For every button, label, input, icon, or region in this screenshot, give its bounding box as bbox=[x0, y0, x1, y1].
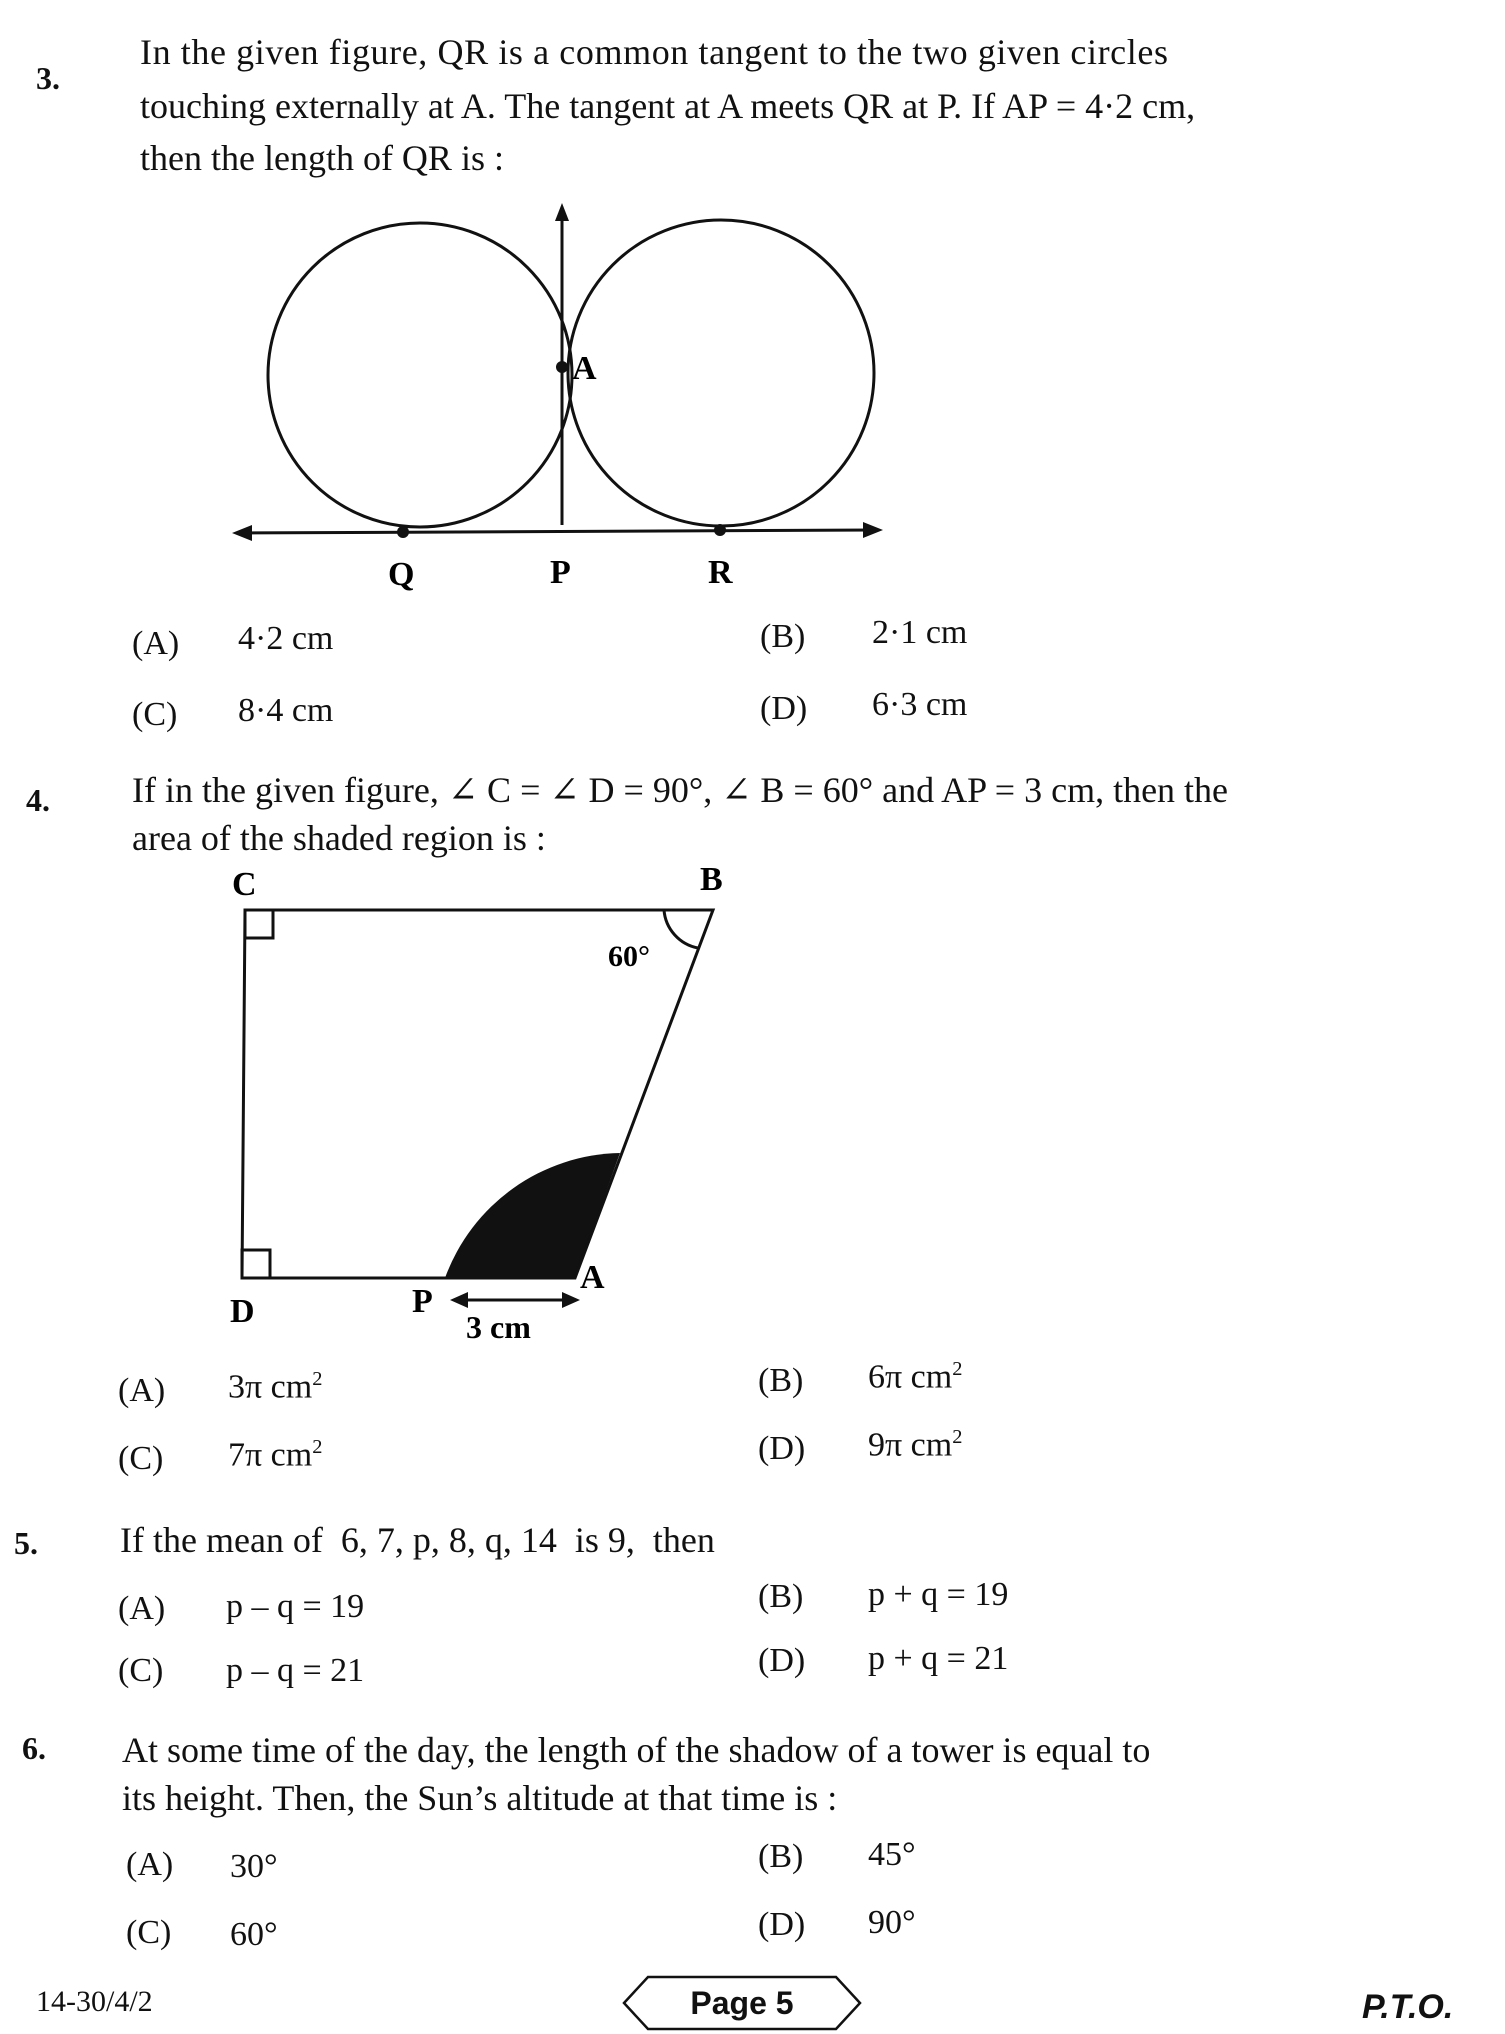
dimension-arrow-left bbox=[450, 1292, 468, 1308]
q5-option-c-letter: (C) bbox=[118, 1652, 164, 1689]
q3-option-b-value: 2·1 cm bbox=[872, 614, 968, 651]
right-circle bbox=[568, 220, 874, 526]
question-3-line-1: In the given figure, QR is a common tangent to the two given circles bbox=[140, 32, 1169, 72]
question-3-line-3: then the length of QR is : bbox=[140, 138, 504, 178]
label-d: D bbox=[230, 1293, 255, 1330]
q3-option-c-letter: (C) bbox=[132, 696, 178, 733]
q6-option-a-letter: (A) bbox=[126, 1846, 174, 1883]
pto-label: P.T.O. bbox=[1362, 1988, 1454, 2026]
q3-option-d-letter: (D) bbox=[760, 690, 808, 727]
angle-arc-b bbox=[664, 910, 698, 948]
q6-option-d-value: 90° bbox=[868, 1904, 916, 1941]
label-p: P bbox=[412, 1283, 433, 1320]
question-4-line-1: If in the given figure, ∠ C = ∠ D = 90°, ∠ B = 60° and AP = 3 cm, then the bbox=[132, 770, 1229, 810]
page-number-badge bbox=[622, 1975, 862, 2031]
question-3-line-2: touching externally at A. The tangent at A meets QR at P. If AP = 4·2 cm, bbox=[140, 86, 1196, 126]
trapezium-figure bbox=[200, 860, 760, 1350]
q5-option-b-letter: (B) bbox=[758, 1578, 804, 1615]
point-q bbox=[397, 526, 409, 538]
question-4-number: 4. bbox=[26, 782, 50, 818]
q3-option-b-letter: (B) bbox=[760, 618, 806, 655]
q6-option-c-value: 60° bbox=[230, 1916, 278, 1953]
label-a: A bbox=[580, 1259, 605, 1296]
question-6-number: 6. bbox=[22, 1730, 46, 1766]
tangent-arrowhead bbox=[555, 203, 569, 221]
page-number-text: Page 5 bbox=[690, 1985, 794, 2021]
q6-option-c-letter: (C) bbox=[126, 1914, 172, 1951]
label-3-cm: 3 cm bbox=[466, 1309, 531, 1345]
q6-option-b-letter: (B) bbox=[758, 1838, 804, 1875]
right-arrowhead bbox=[863, 522, 883, 538]
label-b: B bbox=[700, 861, 723, 898]
dimension-arrow-right bbox=[562, 1292, 580, 1308]
label-q: Q bbox=[388, 556, 415, 593]
q4-option-d-value: 9π $cm^2$ bbox=[868, 1426, 963, 1464]
q6-option-d-letter: (D) bbox=[758, 1906, 806, 1943]
q5-option-a-letter: (A) bbox=[118, 1590, 166, 1627]
q6-option-b-value: 45° bbox=[868, 1836, 916, 1873]
label-a: A bbox=[572, 350, 597, 387]
point-a bbox=[556, 361, 568, 373]
question-6-line-2: its height. Then, the Sun’s altitude at that time is : bbox=[122, 1778, 838, 1818]
question-4-line-2: area of the shaded region is : bbox=[132, 818, 546, 858]
label-angle-60: 60° bbox=[608, 940, 650, 973]
left-circle bbox=[268, 223, 572, 527]
common-tangent-qr bbox=[240, 530, 875, 533]
q4-option-c-value: 7π $cm^2$ bbox=[228, 1436, 323, 1474]
question-5-line-1: If the mean of 6, 7, p, 8, q, 14 is 9, then bbox=[120, 1520, 715, 1560]
question-6-line-1: At some time of the day, the length of the shadow of a tower is equal to bbox=[122, 1730, 1151, 1770]
question-5-number: 5. bbox=[14, 1525, 38, 1561]
question-3-number: 3. bbox=[36, 60, 60, 96]
q3-option-d-value: 6·3 cm bbox=[872, 686, 968, 723]
q5-option-d-value: p + q = 21 bbox=[868, 1640, 1009, 1677]
point-r bbox=[714, 524, 726, 536]
q4-option-a-letter: (A) bbox=[118, 1372, 166, 1409]
q4-option-a-value: 3π $cm^2$ bbox=[228, 1368, 323, 1406]
label-r: R bbox=[708, 554, 733, 591]
q5-option-c-value: p – q = 21 bbox=[226, 1652, 365, 1689]
two-circles-figure bbox=[220, 195, 900, 605]
right-angle-c bbox=[245, 910, 273, 938]
right-angle-d bbox=[242, 1250, 270, 1278]
q3-option-c-value: 8·4 cm bbox=[238, 692, 334, 729]
q4-option-b-letter: (B) bbox=[758, 1362, 804, 1399]
q5-option-b-value: p + q = 19 bbox=[868, 1576, 1009, 1613]
paper-code: 14-30/4/2 bbox=[36, 1985, 153, 2018]
left-arrowhead bbox=[232, 525, 252, 541]
q3-option-a-letter: (A) bbox=[132, 625, 180, 662]
label-p: P bbox=[550, 554, 571, 591]
q4-option-b-value: 6π $cm^2$ bbox=[868, 1358, 963, 1396]
q6-option-a-value: 30° bbox=[230, 1848, 278, 1885]
q4-option-c-letter: (C) bbox=[118, 1440, 164, 1477]
q4-option-d-letter: (D) bbox=[758, 1430, 806, 1467]
q5-option-d-letter: (D) bbox=[758, 1642, 806, 1679]
label-c: C bbox=[232, 866, 257, 903]
q3-option-a-value: 4·2 cm bbox=[238, 620, 334, 657]
q5-option-a-value: p – q = 19 bbox=[226, 1588, 365, 1625]
